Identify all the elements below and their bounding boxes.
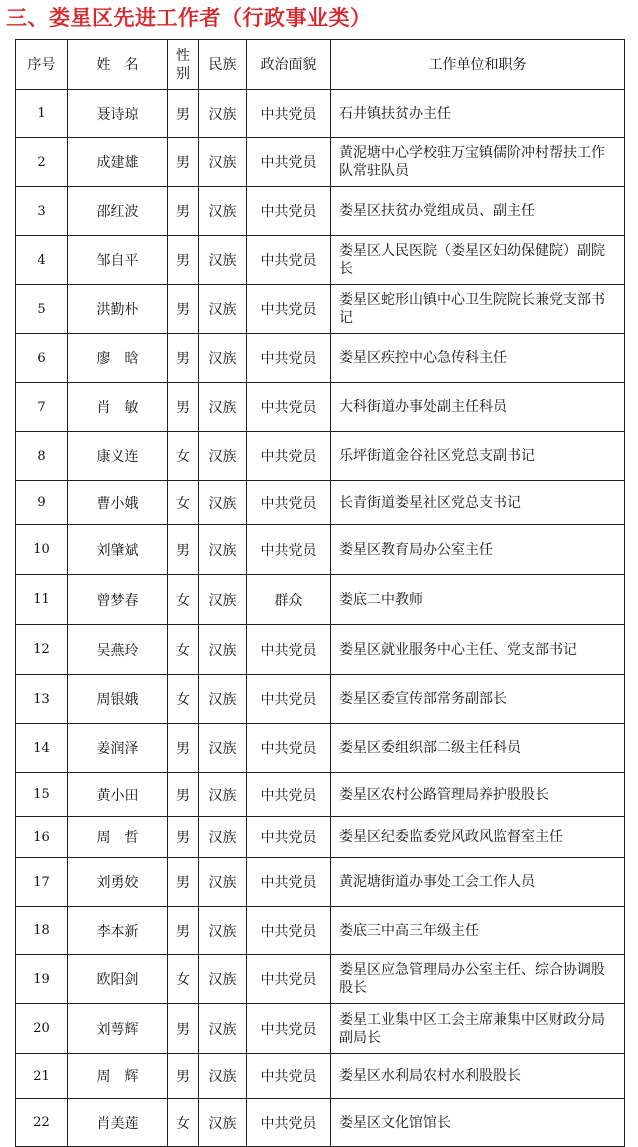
row-gender: 男	[168, 383, 199, 432]
header-ethnicity: 民族	[199, 40, 247, 90]
row-index: 19	[16, 955, 68, 1004]
row-job: 娄星区疾控中心急传科主任	[331, 334, 625, 383]
row-ethnicity: 汉族	[199, 1099, 247, 1147]
row-ethnicity: 汉族	[199, 773, 247, 817]
table-row	[16, 187, 625, 236]
row-gender: 女	[168, 955, 199, 1004]
row-ethnicity: 汉族	[199, 187, 247, 236]
row-name: 康义连	[68, 432, 168, 481]
row-ethnicity: 汉族	[199, 1004, 247, 1054]
row-job: 娄底二中教师	[331, 575, 625, 625]
row-political: 中共党员	[247, 625, 331, 675]
header-political: 政治面貌	[247, 40, 331, 90]
row-index: 2	[16, 138, 68, 187]
row-gender: 男	[168, 817, 199, 858]
row-gender: 男	[168, 187, 199, 236]
row-job: 娄星区应急管理局办公室主任、综合协调股股长	[331, 955, 625, 1004]
row-index: 7	[16, 383, 68, 432]
row-ethnicity: 汉族	[199, 481, 247, 525]
row-ethnicity: 汉族	[199, 625, 247, 675]
row-job: 娄星区文化馆馆长	[331, 1099, 625, 1147]
row-job: 黄泥塘中心学校驻万宝镇儒阶冲村帮扶工作队常驻队员	[331, 138, 625, 187]
row-political: 中共党员	[247, 334, 331, 383]
row-gender: 女	[168, 1099, 199, 1147]
row-index: 20	[16, 1004, 68, 1054]
table-header-row	[16, 40, 625, 90]
row-job: 乐坪街道金谷社区党总支副书记	[331, 432, 625, 481]
row-job: 娄星区委宣传部常务副部长	[331, 675, 625, 724]
row-index: 3	[16, 187, 68, 236]
row-gender: 男	[168, 773, 199, 817]
table-row	[16, 675, 625, 724]
row-political: 中共党员	[247, 481, 331, 525]
row-index: 1	[16, 90, 68, 138]
row-index: 13	[16, 675, 68, 724]
row-gender: 男	[168, 236, 199, 285]
row-ethnicity: 汉族	[199, 575, 247, 625]
row-ethnicity: 汉族	[199, 907, 247, 955]
table-row	[16, 1004, 625, 1054]
row-gender: 男	[168, 285, 199, 334]
table-row	[16, 773, 625, 817]
row-political: 中共党员	[247, 1099, 331, 1147]
row-name: 洪勤朴	[68, 285, 168, 334]
row-political: 中共党员	[247, 525, 331, 575]
table-row	[16, 138, 625, 187]
row-job: 娄底三中高三年级主任	[331, 907, 625, 955]
row-job: 娄星区就业服务中心主任、党支部书记	[331, 625, 625, 675]
header-name: 姓 名	[68, 40, 168, 90]
row-job: 娄星区纪委监委党风政风监督室主任	[331, 817, 625, 858]
row-index: 9	[16, 481, 68, 525]
row-name: 邵红波	[68, 187, 168, 236]
row-index: 15	[16, 773, 68, 817]
row-political: 中共党员	[247, 1004, 331, 1054]
table-row	[16, 858, 625, 907]
table-row	[16, 907, 625, 955]
row-index: 18	[16, 907, 68, 955]
table-row	[16, 955, 625, 1004]
row-name: 黄小田	[68, 773, 168, 817]
row-gender: 男	[168, 334, 199, 383]
row-gender: 男	[168, 1004, 199, 1054]
row-ethnicity: 汉族	[199, 432, 247, 481]
row-name: 周 哲	[68, 817, 168, 858]
row-gender: 女	[168, 675, 199, 724]
row-political: 中共党员	[247, 1054, 331, 1099]
row-job: 娄星区扶贫办党组成员、副主任	[331, 187, 625, 236]
row-political: 中共党员	[247, 383, 331, 432]
row-gender: 男	[168, 724, 199, 773]
table-row	[16, 1054, 625, 1099]
table-row	[16, 334, 625, 383]
row-political: 群众	[247, 575, 331, 625]
row-index: 8	[16, 432, 68, 481]
row-ethnicity: 汉族	[199, 955, 247, 1004]
row-name: 曾梦春	[68, 575, 168, 625]
row-index: 17	[16, 858, 68, 907]
row-job: 娄星区教育局办公室主任	[331, 525, 625, 575]
row-political: 中共党员	[247, 285, 331, 334]
table-row	[16, 90, 625, 138]
row-name: 刘勇姣	[68, 858, 168, 907]
row-index: 22	[16, 1099, 68, 1147]
row-index: 21	[16, 1054, 68, 1099]
row-gender: 男	[168, 1054, 199, 1099]
table-row	[16, 285, 625, 334]
row-ethnicity: 汉族	[199, 285, 247, 334]
row-ethnicity: 汉族	[199, 138, 247, 187]
row-name: 肖美莲	[68, 1099, 168, 1147]
row-job: 大科街道办事处副主任科员	[331, 383, 625, 432]
row-index: 4	[16, 236, 68, 285]
row-political: 中共党员	[247, 675, 331, 724]
row-ethnicity: 汉族	[199, 334, 247, 383]
row-index: 12	[16, 625, 68, 675]
row-name: 曹小娥	[68, 481, 168, 525]
row-political: 中共党员	[247, 817, 331, 858]
table-row	[16, 383, 625, 432]
table-row	[16, 236, 625, 285]
row-name: 邹自平	[68, 236, 168, 285]
row-gender: 男	[168, 907, 199, 955]
row-ethnicity: 汉族	[199, 90, 247, 138]
table-row	[16, 817, 625, 858]
page-title: 三、娄星区先进工作者（行政事业类）	[6, 6, 372, 30]
row-name: 李本新	[68, 907, 168, 955]
row-political: 中共党员	[247, 138, 331, 187]
header-job: 工作单位和职务	[331, 40, 625, 90]
row-gender: 男	[168, 858, 199, 907]
row-index: 5	[16, 285, 68, 334]
row-ethnicity: 汉族	[199, 383, 247, 432]
table-row	[16, 481, 625, 525]
row-political: 中共党员	[247, 907, 331, 955]
row-ethnicity: 汉族	[199, 817, 247, 858]
row-ethnicity: 汉族	[199, 236, 247, 285]
row-job: 娄星区农村公路管理局养护股股长	[331, 773, 625, 817]
row-index: 10	[16, 525, 68, 575]
row-gender: 男	[168, 525, 199, 575]
row-job: 黄泥塘街道办事处工会工作人员	[331, 858, 625, 907]
workers-table	[15, 39, 625, 1147]
row-name: 聂诗琼	[68, 90, 168, 138]
row-gender: 女	[168, 575, 199, 625]
row-political: 中共党员	[247, 90, 331, 138]
row-job: 娄星区委组织部二级主任科员	[331, 724, 625, 773]
row-job: 长青街道娄星社区党总支书记	[331, 481, 625, 525]
row-index: 16	[16, 817, 68, 858]
row-ethnicity: 汉族	[199, 858, 247, 907]
row-name: 姜润泽	[68, 724, 168, 773]
row-political: 中共党员	[247, 187, 331, 236]
row-gender: 男	[168, 138, 199, 187]
row-index: 6	[16, 334, 68, 383]
row-job: 娄星区蛇形山镇中心卫生院院长兼党支部书记	[331, 285, 625, 334]
header-gender	[168, 40, 199, 90]
row-name: 吴燕玲	[68, 625, 168, 675]
header-gender-line2: 别	[176, 65, 190, 82]
row-job: 娄星工业集中区工会主席兼集中区财政分局副局长	[331, 1004, 625, 1054]
table-row	[16, 432, 625, 481]
row-ethnicity: 汉族	[199, 724, 247, 773]
table-row	[16, 525, 625, 575]
row-ethnicity: 汉族	[199, 525, 247, 575]
row-ethnicity: 汉族	[199, 675, 247, 724]
row-index: 14	[16, 724, 68, 773]
row-gender: 女	[168, 625, 199, 675]
row-name: 刘萼辉	[68, 1004, 168, 1054]
row-job: 石井镇扶贫办主任	[331, 90, 625, 138]
header-index: 序号	[16, 40, 68, 90]
row-name: 欧阳剑	[68, 955, 168, 1004]
row-gender: 女	[168, 481, 199, 525]
table-row	[16, 724, 625, 773]
row-name: 成建雄	[68, 138, 168, 187]
table-row	[16, 625, 625, 675]
row-political: 中共党员	[247, 773, 331, 817]
row-name: 廖 晗	[68, 334, 168, 383]
row-gender: 女	[168, 432, 199, 481]
row-political: 中共党员	[247, 724, 331, 773]
table-row	[16, 1099, 625, 1147]
row-ethnicity: 汉族	[199, 1054, 247, 1099]
row-index: 11	[16, 575, 68, 625]
row-political: 中共党员	[247, 236, 331, 285]
row-political: 中共党员	[247, 432, 331, 481]
row-gender: 男	[168, 90, 199, 138]
header-gender-line1: 性	[176, 47, 190, 64]
row-political: 中共党员	[247, 955, 331, 1004]
row-name: 肖 敏	[68, 383, 168, 432]
table-body	[16, 90, 625, 1147]
table-row	[16, 575, 625, 625]
row-name: 刘肇斌	[68, 525, 168, 575]
row-job: 娄星区人民医院（娄星区妇幼保健院）副院长	[331, 236, 625, 285]
row-job: 娄星区水利局农村水利股股长	[331, 1054, 625, 1099]
row-name: 周银娥	[68, 675, 168, 724]
row-name: 周 辉	[68, 1054, 168, 1099]
row-political: 中共党员	[247, 858, 331, 907]
